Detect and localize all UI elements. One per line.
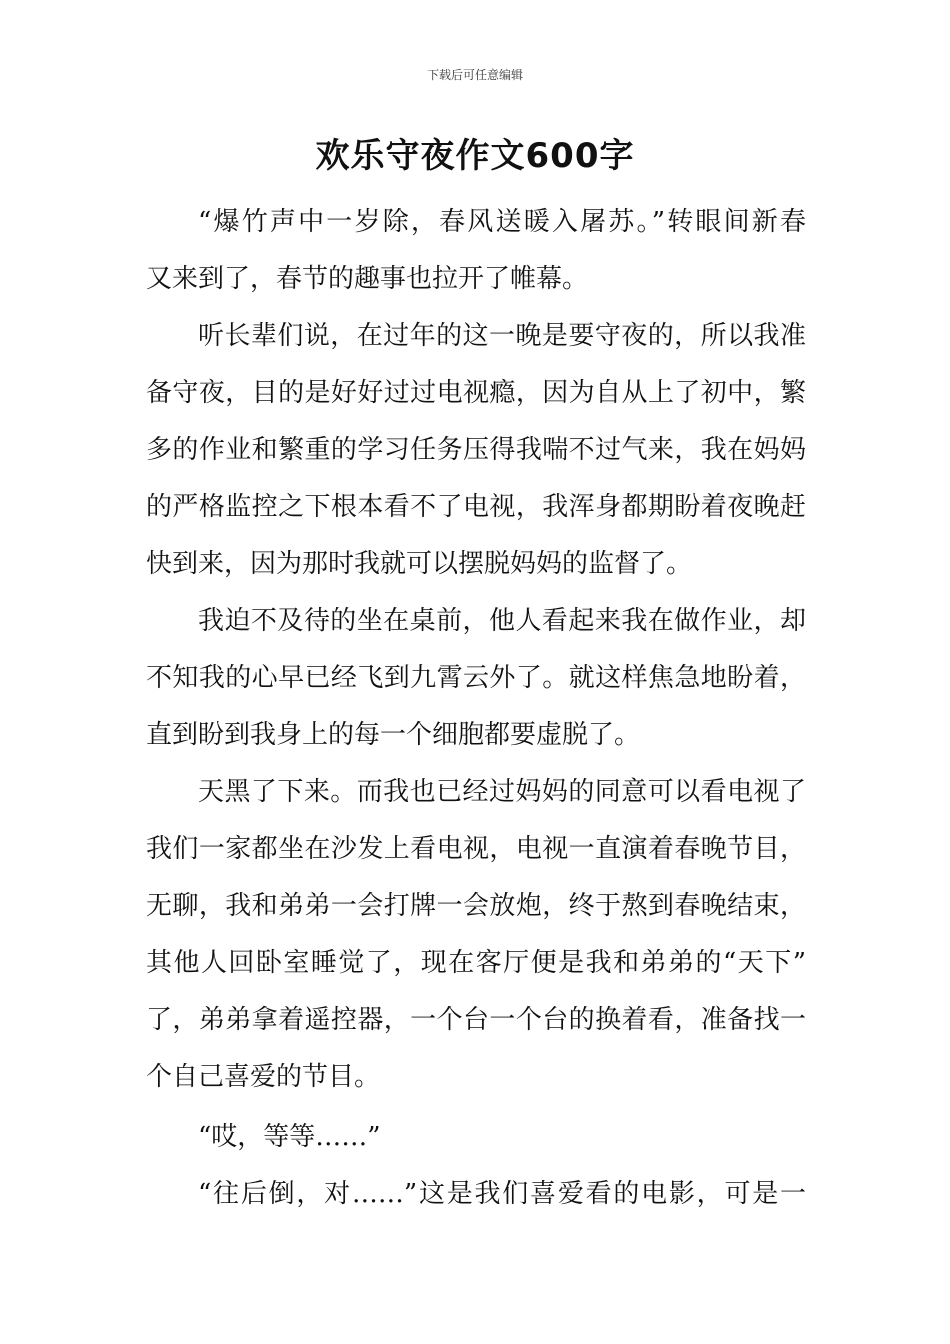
body-line: 快到来，因为那时我就可以摆脱妈妈的监督了。 xyxy=(146,549,693,579)
body-line: “爆竹声中一岁除，春风送暖入屠苏。”转眼间新春 xyxy=(198,207,806,237)
body-line: 不知我的心早已经飞到九霄云外了。就这样焦急地盼着， xyxy=(146,663,806,693)
body-line: 我们一家都坐在沙发上看电视，电视一直演着春晚节目， xyxy=(146,834,806,864)
body-line: 的严格监控之下根本看不了电视，我浑身都期盼着夜晚赶 xyxy=(146,492,806,522)
body-line: 个自己喜爱的节目。 xyxy=(146,1062,381,1092)
body-line: “哎，等等……” xyxy=(198,1122,381,1152)
document-title: 欢乐守夜作文600字 xyxy=(315,136,635,176)
body-line: 多的作业和繁重的学习任务压得我喘不过气来，我在妈妈 xyxy=(146,435,806,465)
body-line: “往后倒，对……”这是我们喜爱看的电影，可是一 xyxy=(198,1179,806,1209)
body-line: 无聊，我和弟弟一会打牌一会放炮，终于熬到春晚结束， xyxy=(146,891,806,921)
body-line: 直到盼到我身上的每一个细胞都要虚脱了。 xyxy=(146,720,641,750)
body-line: 备守夜，目的是好好过过电视瘾，因为自从上了初中，繁 xyxy=(146,378,806,408)
body-line: 我迫不及待的坐在桌前，他人看起来我在做作业，却 xyxy=(198,606,806,636)
body-line: 天黑了下来。而我也已经过妈妈的同意可以看电视了 xyxy=(198,777,806,807)
header-note: 下载后可任意编辑 xyxy=(426,68,523,82)
body-line: 其他人回卧室睡觉了，现在客厅便是我和弟弟的“天下” xyxy=(146,948,806,978)
body-line: 听长辈们说，在过年的这一晚是要守夜的，所以我准 xyxy=(198,321,806,351)
body-line: 又来到了，春节的趣事也拉开了帷幕。 xyxy=(146,264,589,294)
body-line: 了，弟弟拿着遥控器，一个台一个台的换着看，准备找一 xyxy=(146,1005,806,1035)
